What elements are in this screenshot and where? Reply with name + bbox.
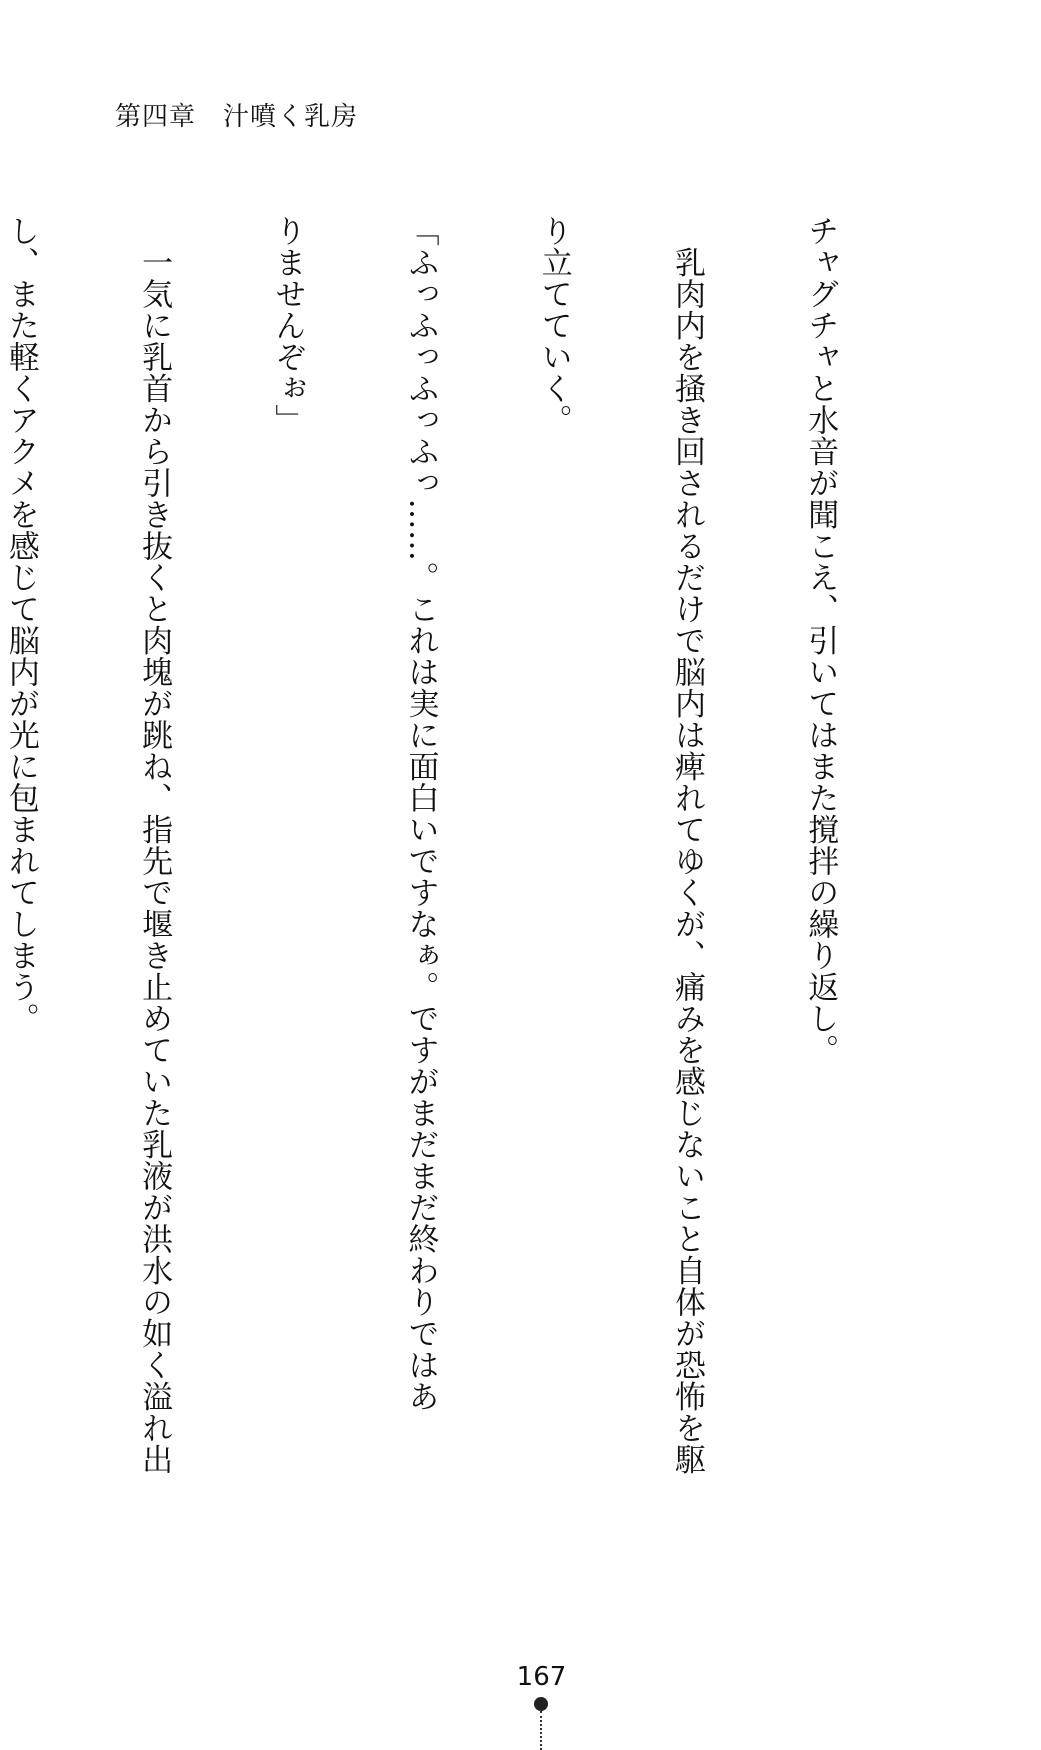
text-column: し、また軽くアクメを感じて脳内が光に包まれてしまう。 (2, 215, 39, 1034)
body-text (0, 215, 931, 1475)
page-marker-dot (534, 1697, 548, 1711)
page-number: 167 (516, 1662, 567, 1692)
text-column: 一気に乳首から引き抜くと肉塊が跳ね、指先で堰き止めていた乳液が洪水の如く溢れ出 (136, 215, 173, 1475)
text-column: 乳肉内を掻き回されるだけで脳内は痺れてゆくが、痛みを感じないこと自体が恐怖を駆 (668, 215, 705, 1475)
chapter-title: 第四章 汁噴く乳房 (115, 102, 359, 132)
text-column: 「ふっふっふっふっ……。これは実に面白いですなぁ。ですがまだまだ終わりではあ (402, 215, 439, 1412)
text-column: チャグチャと水音が聞こえ、引いてはまた撹拌の繰り返し。 (802, 215, 839, 1066)
text-column: りませんぞぉ」 (269, 215, 306, 436)
page-marker-line (540, 1711, 542, 1750)
text-column: り立てていく。 (535, 215, 572, 436)
